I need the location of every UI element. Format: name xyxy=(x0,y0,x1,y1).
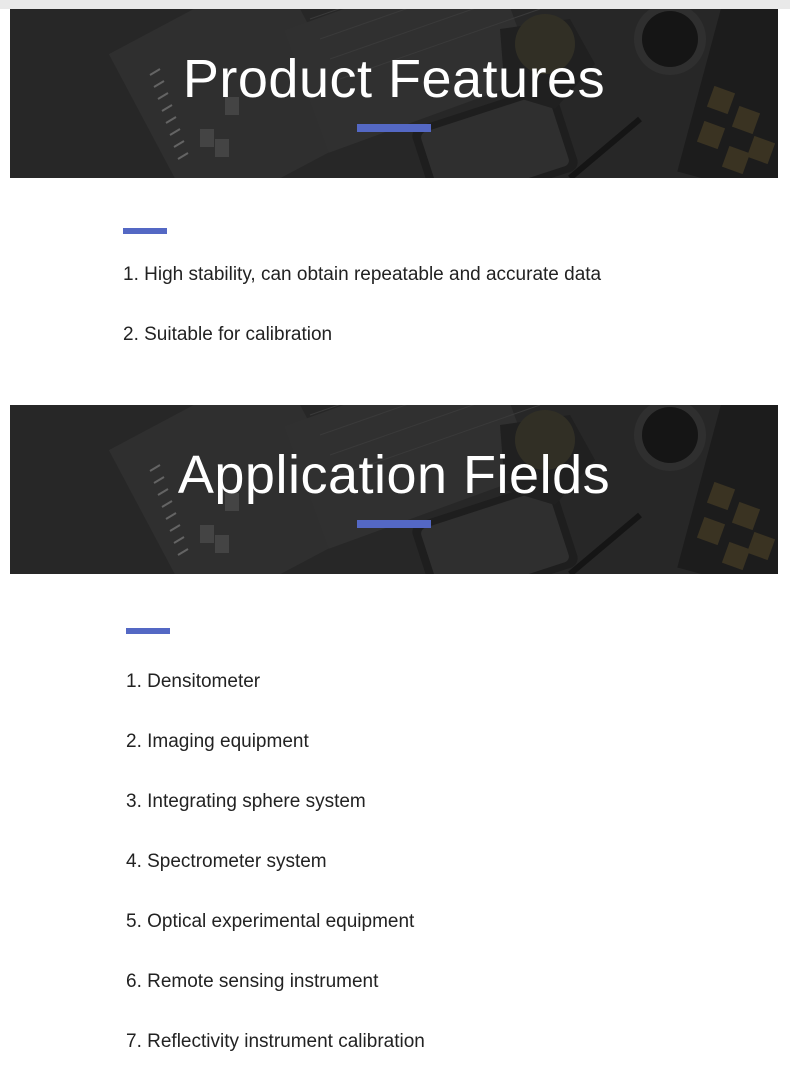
application-item: 6. Remote sensing instrument xyxy=(126,971,379,992)
section-title-product-features: Product Features xyxy=(182,49,606,109)
title-underline xyxy=(357,124,431,132)
application-item: 7. Reflectivity instrument calibration xyxy=(126,1031,425,1052)
top-strip xyxy=(0,0,790,9)
application-item: 1. Densitometer xyxy=(126,671,261,692)
title-underline xyxy=(357,520,431,528)
section-title-application-fields: Application Fields xyxy=(177,445,611,505)
application-item: 4. Spectrometer system xyxy=(126,851,327,872)
feature-item: 1. High stability, can obtain repeatable and accurate data xyxy=(123,264,602,285)
application-item: 3. Integrating sphere system xyxy=(126,791,366,812)
applications-accent-bar xyxy=(126,628,170,634)
application-fields-banner xyxy=(10,405,778,574)
application-item: 5. Optical experimental equipment xyxy=(126,911,415,932)
features-accent-bar xyxy=(123,228,167,234)
feature-item: 2. Suitable for calibration xyxy=(123,324,333,345)
application-item: 2. Imaging equipment xyxy=(126,731,309,752)
product-features-banner xyxy=(10,9,778,178)
